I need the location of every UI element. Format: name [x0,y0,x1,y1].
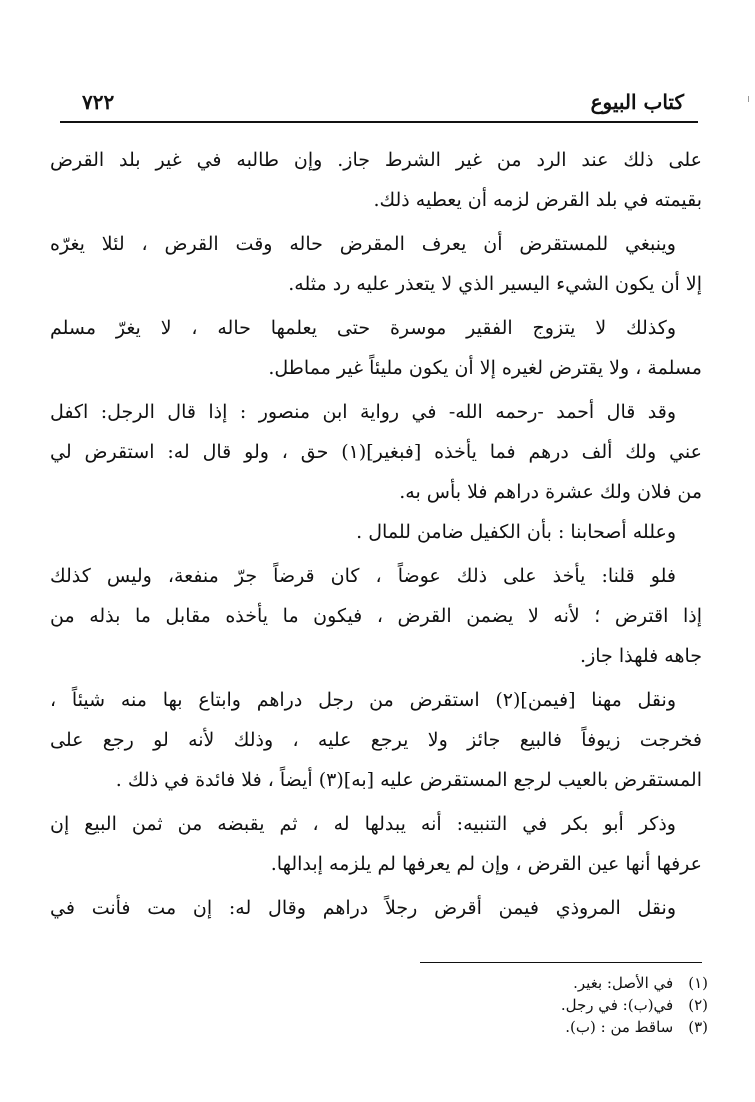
text-line: المستقرض بالعيب لرجع المستقرض عليه [به](٣) أيضاً ، فلا فائدة في ذلك . [115,769,702,791]
footnote-number: (٣) [688,1018,708,1036]
footnote [300,972,708,994]
footnote-rule [420,962,702,963]
text-line: وذكر أبو بكر في التنبيه: أنه يبدلها له ، ثم يقبضه من ثمن البيع إن [50,813,676,835]
text-line: وقد قال أحمد -رحمه الله- في رواية ابن منصور : إذا قال الرجل: اكفل [50,401,676,423]
text-line: إذا اقترض ؛ لأنه لا يضمن القرض ، فيكون ما يأخذه مقابل ما بذله من [50,605,702,627]
text-line: فلو قلنا: يأخذ على ذلك عوضاً ، كان قرضاً جرّ منفعة، وليس كذلك [50,565,676,587]
footnote-number: (١) [688,974,708,992]
text-line: وعلله أصحابنا : بأن الكفيل ضامن للمال . [356,521,676,543]
text-line: ونقل مهنا [فيمن](٢) استقرض من رجل دراهم وابتاع بها منه شيئاً ، [50,689,676,711]
header-rule [60,121,698,123]
footnotes [300,972,708,1038]
text-line: من فلان ولك عشرة دراهم فلا بأس به. [399,481,702,503]
page-number: ٧٢٢ [82,90,115,114]
text-line: بقيمته في بلد القرض لزمه أن يعطيه ذلك. [373,189,702,211]
text-line: جاهه فلهذا جاز. [580,645,702,667]
text-line: وينبغي للمستقرض أن يعرف المقرض حاله وقت القرض ، لئلا يغرّه [50,233,676,255]
text-line: عني ولك ألف درهم فما يأخذه [فبغير](١) حق ، ولو قال له: استقرض لي [50,441,702,463]
main-text [50,140,702,928]
footnote-number: (٢) [688,996,708,1014]
text-line: مسلمة ، ولا يقترض لغيره إلا أن يكون مليئاً غير مماطل. [268,357,702,379]
scan-margin-mark [748,96,749,102]
footnote-text: في الأصل: بغير. [573,974,674,992]
running-header [60,88,698,122]
footnote [300,1016,708,1038]
text-line: وكذلك لا يتزوج الفقير موسرة حتى يعلمها حاله ، لا يغرّ مسلم [50,317,676,339]
text-line: عرفها أنها عين القرض ، وإن لم يعرفها لم يلزمه إبدالها. [270,853,702,875]
footnote-text: ساقط من : (ب). [565,1018,674,1036]
text-line: ونقل المروذي فيمن أقرض رجلاً دراهم وقال له: إن مت فأنت في [50,897,676,919]
footnote-text: في(ب): في رجل. [560,996,674,1014]
text-line: إلا أن يكون الشيء اليسير الذي لا يتعذر عليه رد مثله. [288,273,702,295]
footnote [300,994,708,1016]
text-line: على ذلك عند الرد من غير الشرط جاز. وإن طالبه في غير بلد القرض [50,149,702,171]
book-title: كتاب البيوع [590,90,684,114]
text-line: فخرجت زيوفاً فالبيع جائز ولا يرجع عليه ، وذلك لأنه لو رجع على [50,729,702,751]
